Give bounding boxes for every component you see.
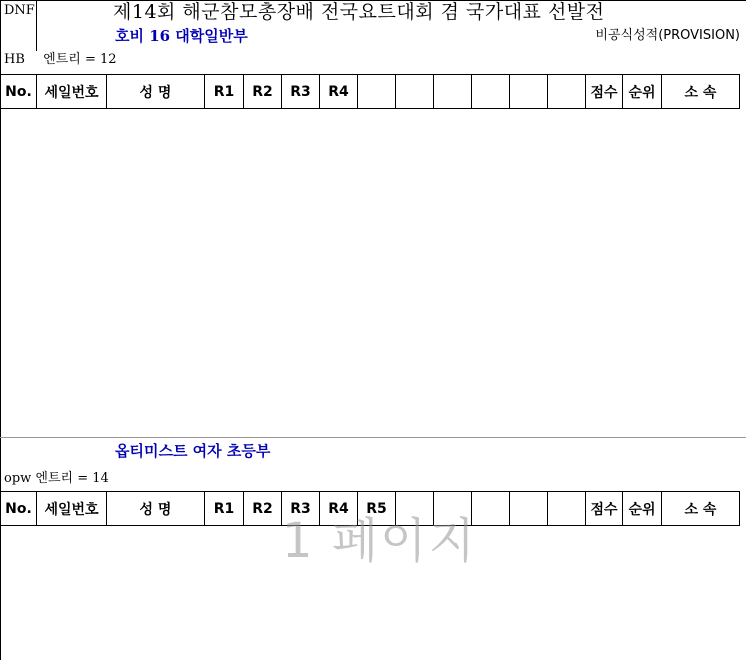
- column-header: [510, 492, 548, 526]
- column-header: [434, 492, 472, 526]
- column-header: [510, 75, 548, 109]
- column-header: [434, 75, 472, 109]
- column-header: R1: [205, 492, 244, 526]
- column-header: 순위: [623, 492, 662, 526]
- column-header: R3: [282, 75, 320, 109]
- column-header: 순위: [623, 75, 662, 109]
- column-header: [396, 75, 434, 109]
- entry-line-optimist: [4, 470, 109, 488]
- column-header: [548, 75, 586, 109]
- column-header: 점수: [586, 75, 623, 109]
- column-header: 세일번호: [37, 75, 107, 109]
- category-title-hobie: 호비 16 대학일반부: [115, 27, 248, 45]
- column-header: 점수: [586, 492, 623, 526]
- column-header: [396, 492, 434, 526]
- column-header: 성 명: [107, 75, 205, 109]
- column-header: No.: [1, 492, 37, 526]
- entry-count: 12: [100, 52, 117, 67]
- class-code: HB: [4, 52, 25, 67]
- column-header: R5: [358, 492, 396, 526]
- column-header: [548, 492, 586, 526]
- results-table-hobie: [0, 74, 740, 109]
- column-header: 성 명: [107, 492, 205, 526]
- entry-count: 14: [92, 471, 109, 486]
- entry-line-hobie: [4, 51, 117, 69]
- table-header-row: [1, 75, 740, 109]
- frame-divider: [36, 0, 37, 51]
- column-header: R4: [320, 492, 358, 526]
- column-header: [472, 75, 510, 109]
- section-divider: [0, 437, 746, 438]
- page-watermark: 1 페이지: [282, 513, 477, 569]
- entry-label: 엔트리 =: [43, 52, 96, 67]
- column-header: R2: [244, 75, 282, 109]
- column-header: [472, 492, 510, 526]
- entry-label: 엔트리 =: [35, 471, 89, 486]
- dnf-label: DNF: [4, 3, 35, 18]
- page-title: 제14회 해군참모총장배 전국요트대회 겸 국가대표 선발전: [113, 1, 605, 23]
- table-header-row: [1, 492, 740, 526]
- column-header: 세일번호: [37, 492, 107, 526]
- results-table-optimist: [0, 491, 740, 526]
- provision-label: 비공식성적(PROVISION): [595, 28, 740, 43]
- column-header: R1: [205, 75, 244, 109]
- column-header: [358, 75, 396, 109]
- column-header: 소 속: [662, 75, 740, 109]
- column-header: 소 속: [662, 492, 740, 526]
- column-header: R2: [244, 492, 282, 526]
- column-header: R3: [282, 492, 320, 526]
- class-code: opw: [4, 471, 32, 486]
- column-header: R4: [320, 75, 358, 109]
- column-header: No.: [1, 75, 37, 109]
- category-title-optimist: 옵티미스트 여자 초등부: [115, 442, 271, 460]
